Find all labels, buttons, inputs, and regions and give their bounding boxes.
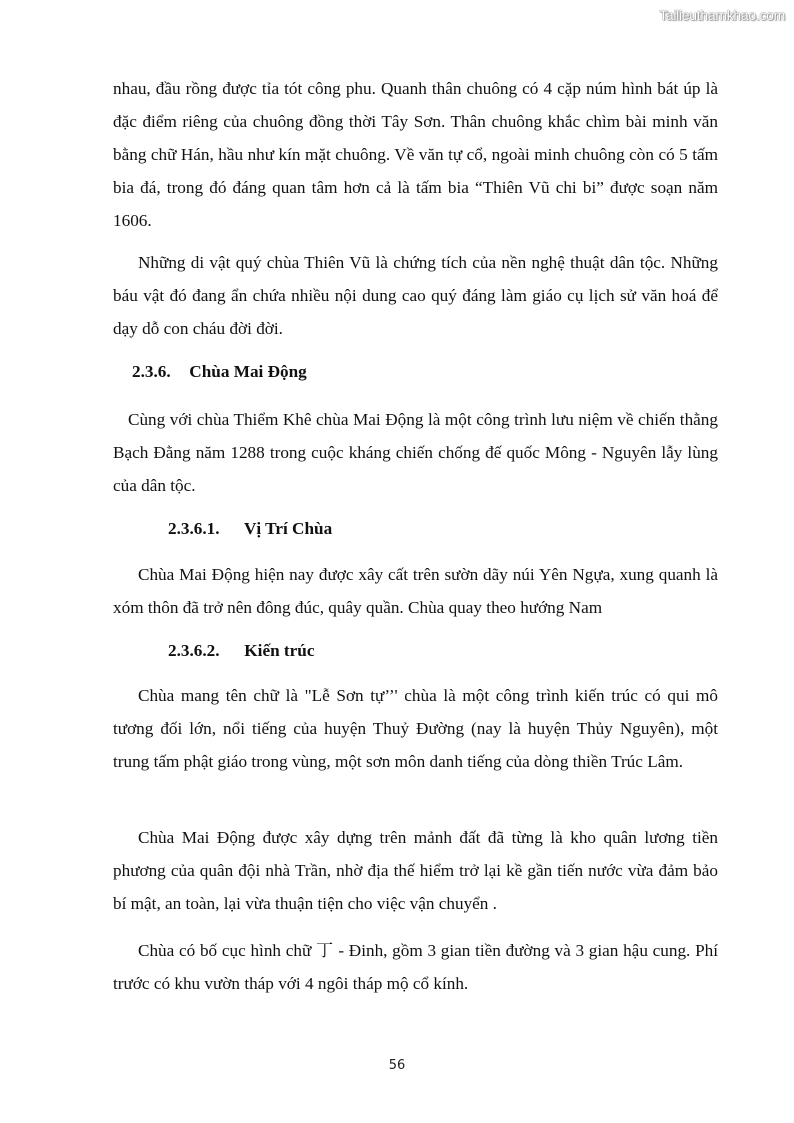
heading-title: Vị Trí Chùa <box>244 519 333 538</box>
heading-number: 2.3.6.2. <box>168 641 220 660</box>
paragraph-relics <box>113 246 718 345</box>
heading-number: 2.3.6.1. <box>168 519 220 538</box>
paragraph-text: Những di vật quý chùa Thiên Vũ là chứng tích của nền nghệ thuật dân tộc. Những báu vật đó đang ẩn chứa nhiều nội dung cao quý đáng làm giáo cụ lịch sử văn hoá để dạy dỗ con cháu đời đời. <box>113 253 718 338</box>
paragraph-text: Chùa Mai Động được xây dựng trên mảnh đất đã từng là kho quân lương tiền phương của quân đội nhà Trần, nhờ địa thế hiểm trở lại kề gần tiến nước vừa đảm bảo bí mật, an toàn, lại vừa thuận tiện cho việc vận chuyển . <box>113 828 718 913</box>
paragraph-text: Cùng với chùa Thiểm Khê chùa Mai Động là một công trình lưu niệm về chiến thằng Bạch Đằng năm 1288 trong cuộc kháng chiến chống đế quốc Mông - Nguyên lẫy lùng của dân tộc. <box>113 410 718 495</box>
page-number: 56 <box>388 1058 406 1073</box>
watermark: Tailieuthamkhao.com <box>659 7 785 23</box>
heading-number: 2.3.6. <box>132 362 171 381</box>
heading-title: Chùa Mai Động <box>189 362 307 381</box>
paragraph-site-history <box>113 821 718 920</box>
heading-2-3-6-1 <box>168 518 332 540</box>
paragraph-bell-description <box>113 72 718 237</box>
paragraph-text: Chùa Mai Động hiện nay được xây cất trên sườn dãy núi Yên Ngựa, xung quanh là xóm thôn đã trở nên đông đúc, quây quần. Chùa quay theo hướng Nam <box>113 565 718 617</box>
paragraph-text: Chùa mang tên chữ là "Lễ Sơn tự’’' chùa là một công trình kiến trúc có qui mô tương đối lớn, nổi tiếng của huyện Thuỷ Đường (nay là huyện Thủy Nguyên), một trung tấm phật giáo trong vùng, một sơn môn danh tiếng của dòng thiền Trúc Lâm. <box>113 686 718 771</box>
paragraph-location <box>113 558 718 624</box>
heading-2-3-6 <box>132 361 307 383</box>
paragraph-layout <box>113 934 718 1000</box>
heading-title: Kiến trúc <box>244 641 315 660</box>
paragraph-text: nhau, đầu rồng được tỉa tót công phu. Quanh thân chuông có 4 cặp núm hình bát úp là đặc điểm riêng của chuông đồng thời Tây Sơn. Thân chuông khắc chìm bài minh văn bằng chữ Hán, hầu như kín mặt chuông. Về văn tự cổ, ngoài minh chuông còn có 5 tấm bia đá, trong đó đáng quan tâm hơn cả là tấm bia “Thiên Vũ chi bi” được soạn năm 1606. <box>113 79 718 230</box>
paragraph-text: Chùa có bố cục hình chữ 丁 - Đinh, gồm 3 gian tiền đường và 3 gian hậu cung. Phí trước có khu vườn tháp với 4 ngôi tháp mộ cổ kính. <box>113 941 718 993</box>
heading-2-3-6-2 <box>168 640 314 662</box>
paragraph-mai-dong-intro <box>113 403 718 502</box>
paragraph-architecture <box>113 679 718 778</box>
